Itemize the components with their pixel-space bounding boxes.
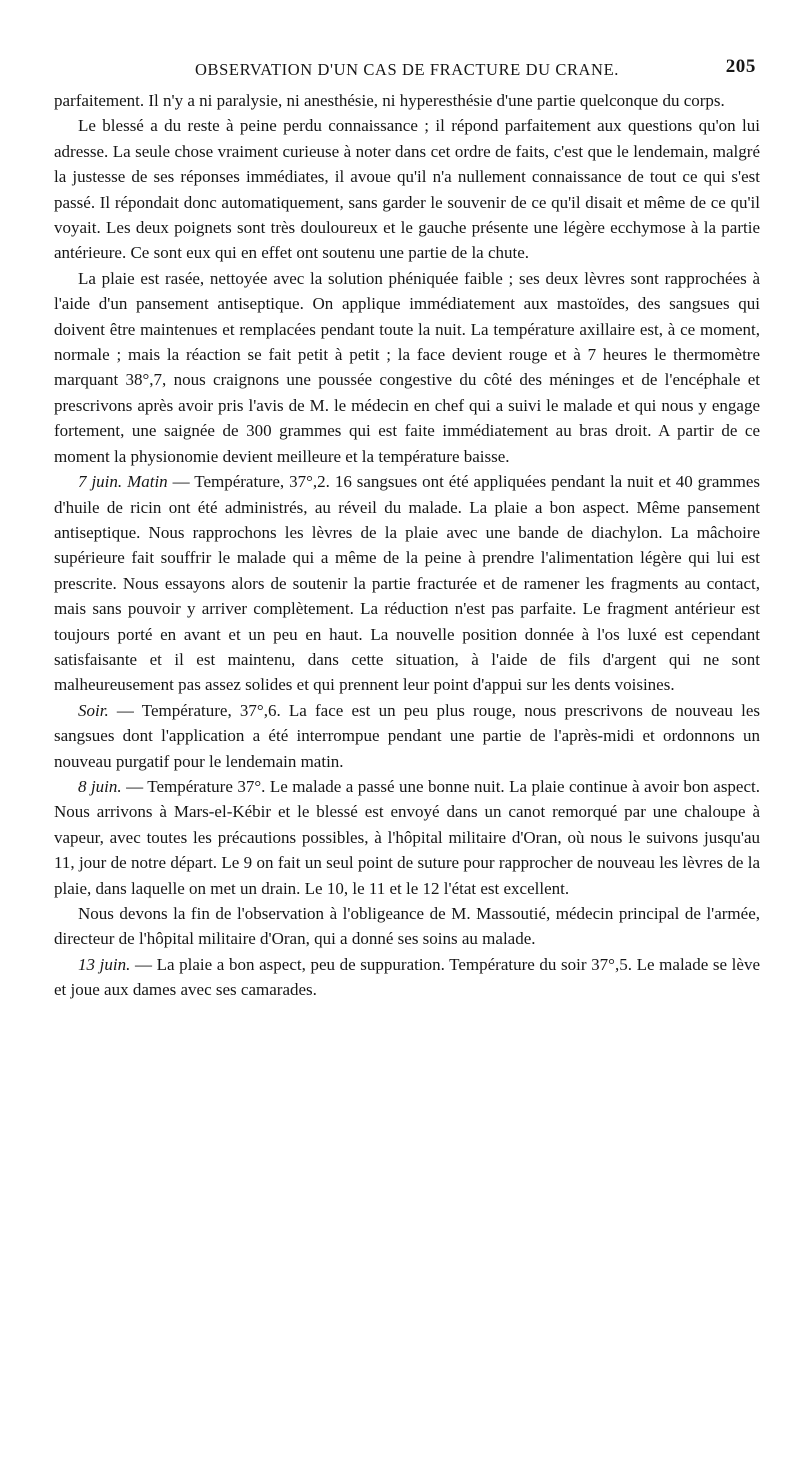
page-number: 205 (725, 56, 756, 77)
paragraph-lead: 8 juin. (78, 776, 122, 796)
paragraph-text: — Température, 37°,6. La face est un peu plus rouge, nous prescrivons de nouveau les sangsues dont l'application a été interrompue pendant une partie de l'après-midi et ordonnons un nouveau purgatif pour le lendemain matin. (54, 700, 760, 771)
paragraph-soir (54, 698, 760, 774)
paragraph-text: — La plaie a bon aspect, peu de suppuration. Température du soir 37°,5. Le malade se lève et joue aux dames avec ses camarades. (54, 954, 760, 1000)
paragraph-blesse (54, 113, 760, 265)
paragraph-fin-observation (54, 901, 760, 952)
paragraph-8-juin (54, 774, 760, 901)
paragraph-lead: 13 juin. (78, 954, 131, 974)
paragraph-text: La plaie est rasée, nettoyée avec la solution phéniquée faible ; ses deux lèvres sont rapprochées à l'aide d'un pansement antiseptique. On applique immédiatement aux mastoïdes, des sangsues qui doivent être maintenues et remplacées pendant toute la nuit. La température axillaire est, à ce moment, normale ; mais la réaction se fait petit à petit ; la face devient rouge et à 7 heures le thermomètre marquant 38°,7, nous craignons une poussée congestive du côté des méninges et de l'encéphale et prescrivons après avoir pris l'avis de M. le médecin en chef qui a suivi le malade et qui nous y engage fortement, une saignée de 300 grammes qui est faite immédiatement au bras droit. A partir de ce moment la physionomie devient meilleure et la température baisse. (54, 268, 760, 466)
paragraph-text: — Température 37°. Le malade a passé une bonne nuit. La plaie continue à avoir bon aspect. Nous arrivons à Mars-el-Kébir et le blessé est envoyé dans un canot remorqué par une chaloupe à vapeur, avec toutes les précautions possibles, à l'hôpital militaire d'Oran, où nous le suivons jusqu'au 11, jour de notre départ. Le 9 on fait un seul point de suture pour rapprocher de nouveau les lèvres de la plaie, dans laquelle on met un drain. Le 10, le 11 et le 12 l'état est excellent. (54, 776, 761, 898)
page-header (54, 56, 760, 84)
paragraph-lead: Soir. (78, 700, 109, 720)
paragraph-13-juin (54, 952, 760, 1003)
body-text (54, 88, 760, 1003)
paragraph-lead: 7 juin. Matin (78, 472, 168, 492)
paragraph-continuation (54, 88, 760, 113)
paragraph-7-juin-matin (54, 469, 760, 698)
paragraph-plaie (54, 266, 760, 469)
paragraph-text: Nous devons la fin de l'observation à l'obligeance de M. Massoutié, médecin principal de l'armée, directeur de l'hôpital militaire d'Oran, qui a donné ses soins au malade. (54, 904, 760, 949)
paragraph-text: — Température, 37°,2. 16 sangsues ont été appliquées pendant la nuit et 40 grammes d'huile de ricin ont été administrés, au réveil du malade. La plaie a bon aspect. Même pansement antiseptique. Nous rapprochons les lèvres de la plaie avec une bande de diachylon. La mâchoire supérieure fait souffrir le malade qui a même de la peine à prendre l'alimentation légère qui lui est prescrite. Nous essayons alors de soutenir la partie fracturée et de ramener les fragments au contact, mais sans pouvoir y arriver complètement. La réduction n'est pas parfaite. Le fragment antérieur est toujours porté en avant et un peu en haut. La nouvelle position donnée à l'os luxé est cependant satisfaisante et il est maintenu, dans cette situation, à l'aide de fils d'argent qui ne sont malheureusement pas assez solides et qui prennent leur point d'appui sur les dents voisines. (54, 472, 760, 695)
running-head: OBSERVATION D'UN CAS DE FRACTURE DU CRANE. (195, 60, 619, 79)
paragraph-text: parfaitement. Il n'y a ni paralysie, ni anesthésie, ni hyperesthésie d'une partie quelconque du corps. (54, 91, 725, 110)
paragraph-text: Le blessé a du reste à peine perdu connaissance ; il répond parfaitement aux questions qu'on lui adresse. La seule chose vraiment curieuse à noter dans cet ordre de faits, c'est que le lendemain, malgré la justesse de ses réponses immédiates, il avoue qu'il n'a nullement connaissance de tout ce qui s'est passé. Il répondait donc automatiquement, sans garder le souvenir de ce qu'il disait et même de ce qu'il voyait. Les deux poignets sont très douloureux et le gauche présente une légère ecchymose à la partie antérieure. Ce sont eux qui en effet ont soutenu une partie de la chute. (54, 116, 760, 263)
